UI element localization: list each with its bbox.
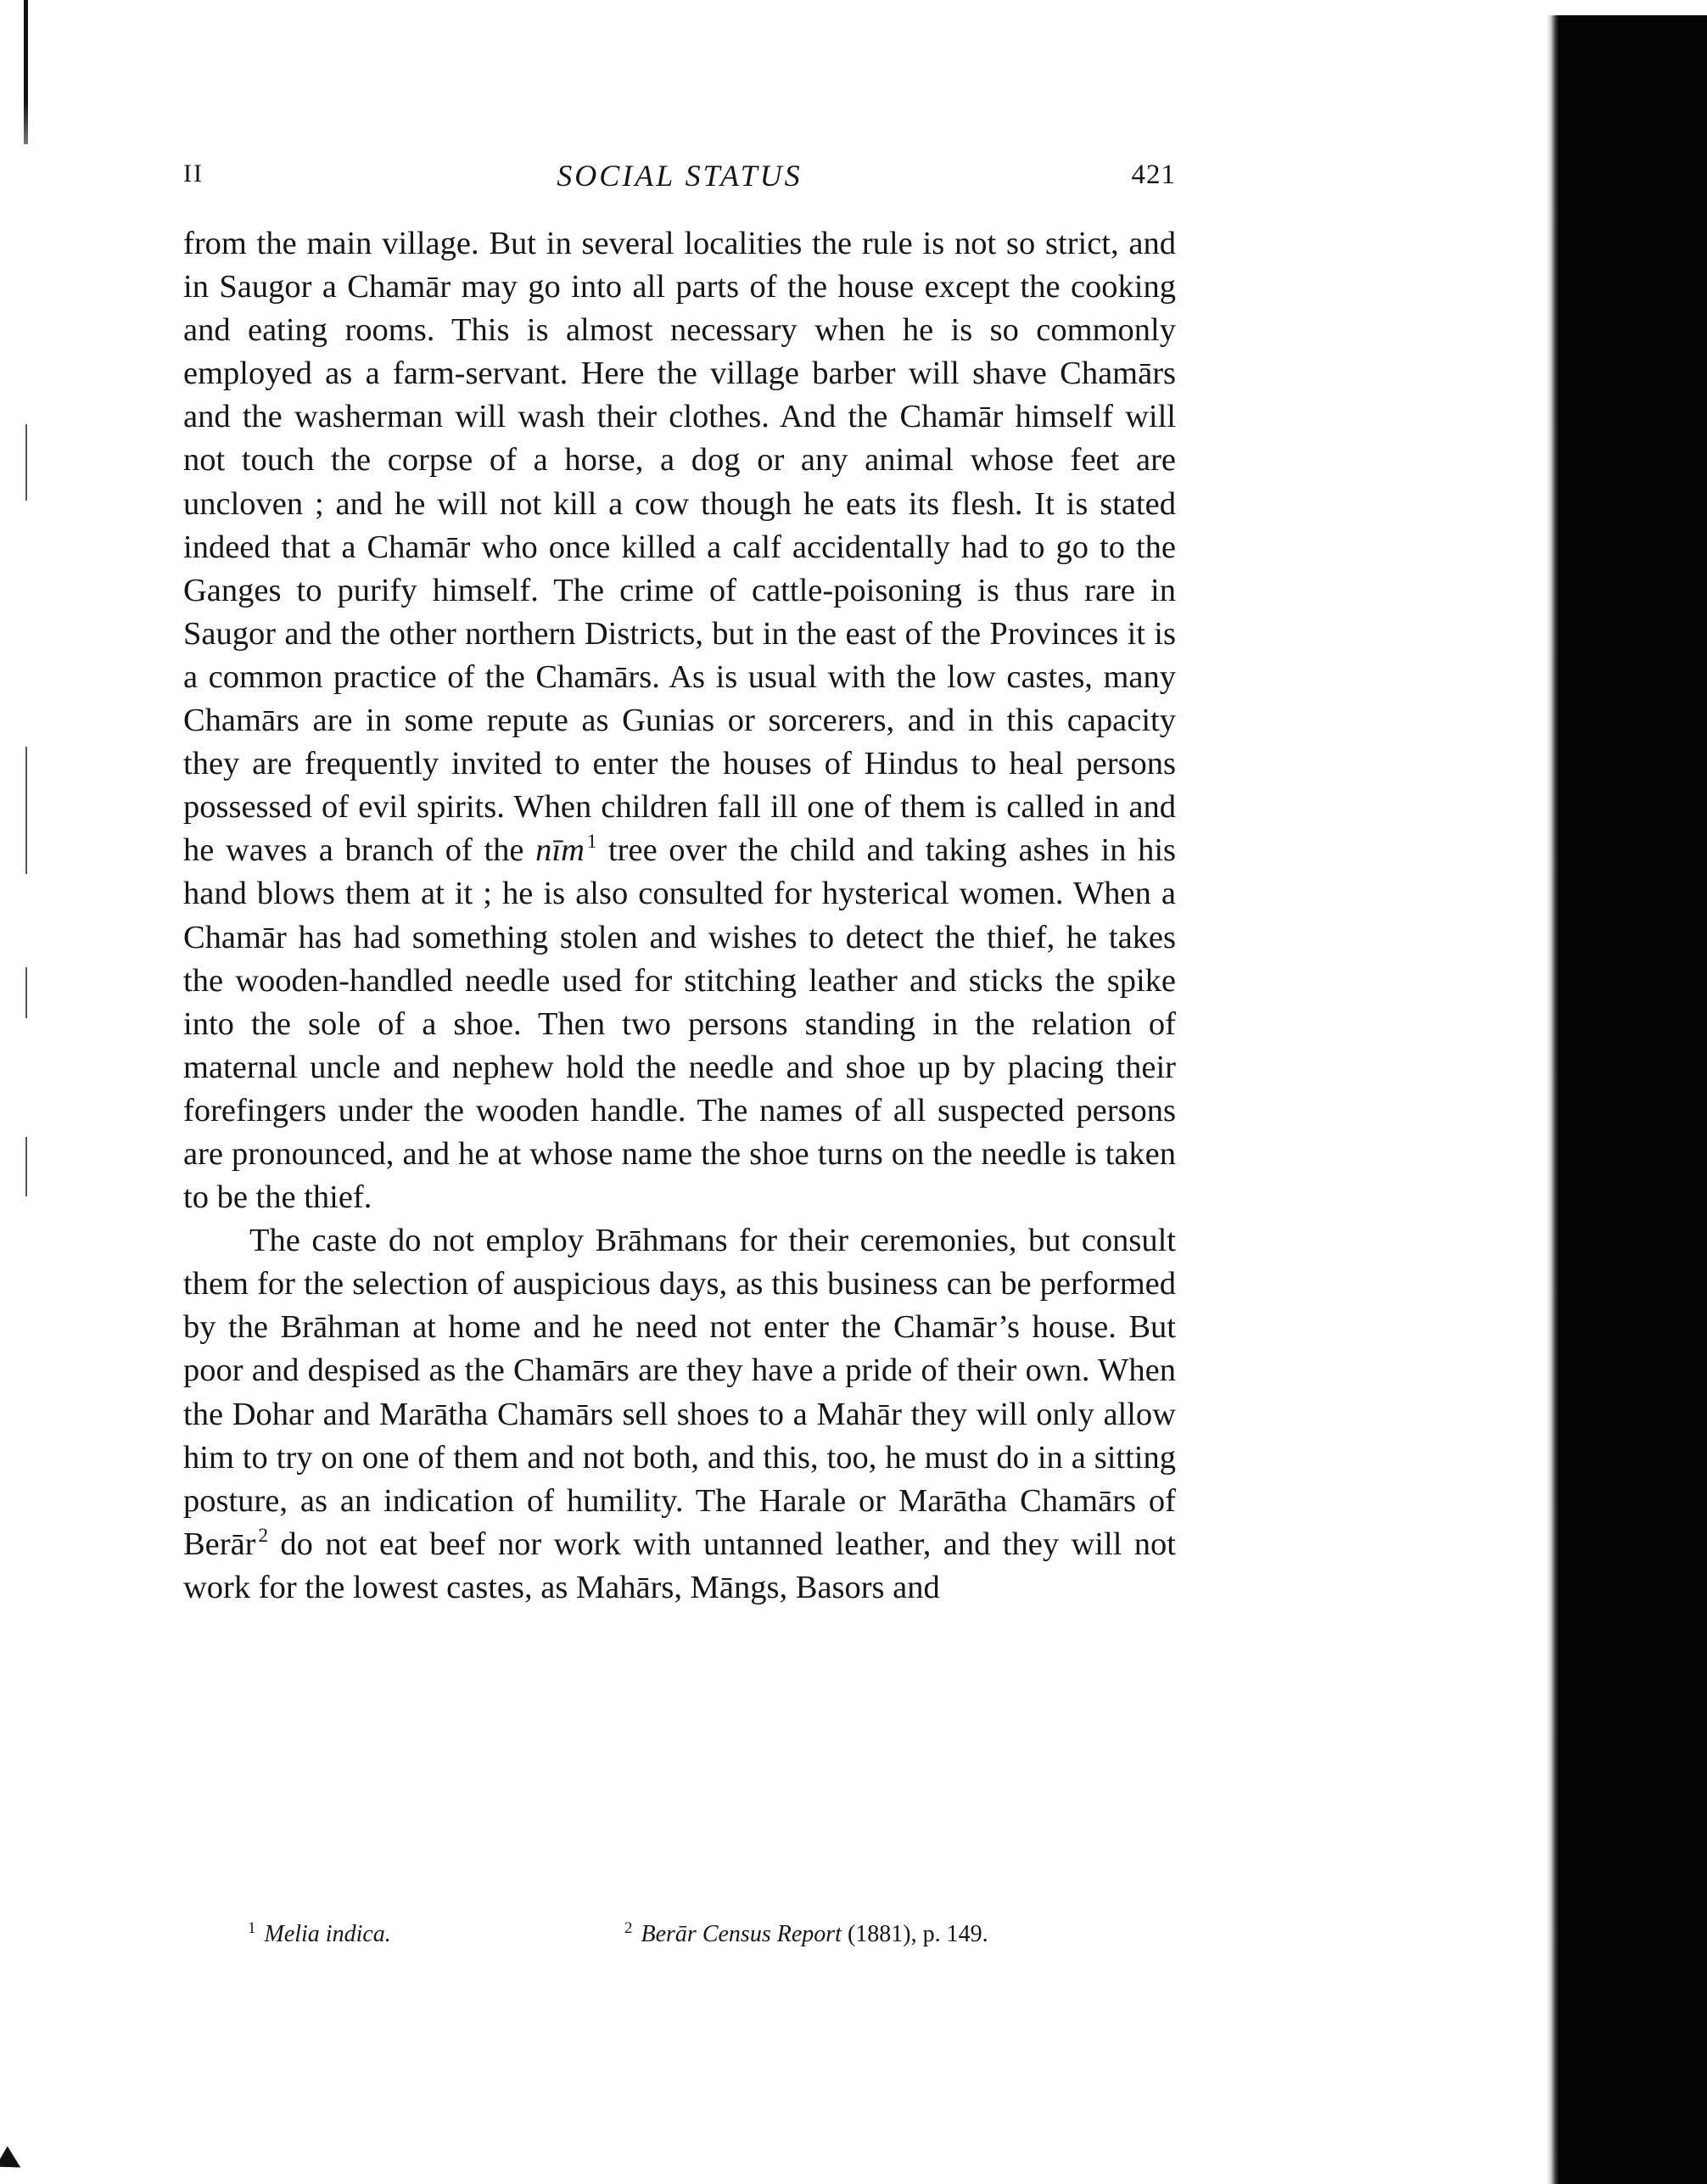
- footnote: [624, 1919, 988, 1948]
- footnote-suffix: (1881), p. 149.: [841, 1921, 988, 1947]
- paragraph-text: The caste do not employ Brāhmans for their ceremonies, but consult them for the selection of auspicious days, as this business can be performed by the Brāhman at home and he need not enter the Chamār’s house. But poor and despised as the Chamārs are they have a pride of their own. When the Dohar and Marātha Chamārs sell shoes to a Mahār they will only allow him to try on one of them and not both, and this, too, he must do in a sitting posture, as an indication of humility. The Harale or Marātha Chamārs of Berār: [183, 1223, 1176, 1562]
- paragraph-text: do not eat beef nor work with untanned leather, and they will not work for the lowest castes, as Mahārs, Māngs, Basors and: [183, 1526, 1176, 1605]
- footnote: [248, 1919, 391, 1948]
- scan-edge-tick: [25, 424, 27, 501]
- scan-edge-tick: [25, 967, 27, 1018]
- footnotes: [183, 1919, 1176, 1957]
- footnote-text: Berār Census Report: [641, 1921, 842, 1947]
- page-gutter-shadow: [1547, 15, 1559, 2184]
- paragraph-text: tree over the child and taking ashes in his hand blows them at it ; he is also consulted for hysterical women. When a Chamār has had something stolen and wishes to detect the thief, he takes the wooden-handled needle used for stitching leather and sticks the spike into the sole of a shoe. Then two persons standing in the relation of maternal uncle and nephew hold the needle and shoe up by placing their forefingers under the wooden handle. The names of all suspected persons are pronounced, and he at whose name the shoe turns on the needle is taken to be the thief.: [183, 832, 1176, 1216]
- footnote-ref: 1: [586, 831, 597, 853]
- scan-edge-tick: [25, 747, 27, 874]
- body-text: [183, 222, 1176, 1610]
- running-title: SOCIAL STATUS: [557, 159, 803, 193]
- scan-edge-tick: [25, 1137, 27, 1196]
- scan-edge-mark: [24, 0, 28, 144]
- footnote-ref: 2: [258, 1524, 268, 1546]
- footnote-marker: 1: [248, 1919, 256, 1937]
- page-gutter: [1559, 15, 1707, 2184]
- paragraph-text: from the main village. But in several localities the rule is not so strict, and in Saugor a Chamār may go into all parts of the house except the cooking and eating rooms. This is almost necessary when he is so commonly employed as a farm-servant. Here the village barber will shave Chamārs and the washerman will wash their clothes. And the Chamār himself will not touch the corpse of a horse, a dog or any animal whose feet are uncloven ; and he will not kill a cow though he eats its flesh. It is stated indeed that a Chamār who once killed a calf accidentally had to go to the Ganges to purify himself. The crime of cattle-poisoning is thus rare in Saugor and the other northern Districts, but in the east of the Provinces it is a common practice of the Chamārs. As is usual with the low castes, many Chamārs are in some repute as Gunias or sorcerers, and in this capacity they are frequently invited to enter the houses of Hindus to heal persons possessed of evil spirits. When children fall ill one of them is called in and he waves a branch of the: [183, 226, 1176, 869]
- corner-arrow-mark: [0, 2146, 26, 2177]
- running-head: [183, 158, 1176, 199]
- italic-term: nīm: [535, 832, 585, 869]
- chapter-number: II: [183, 160, 204, 188]
- paragraph: [183, 1219, 1176, 1610]
- paragraph: [183, 222, 1176, 1219]
- page-number: 421: [1131, 160, 1176, 190]
- footnote-marker: 2: [624, 1919, 633, 1937]
- footnote-text: Melia indica.: [264, 1921, 391, 1947]
